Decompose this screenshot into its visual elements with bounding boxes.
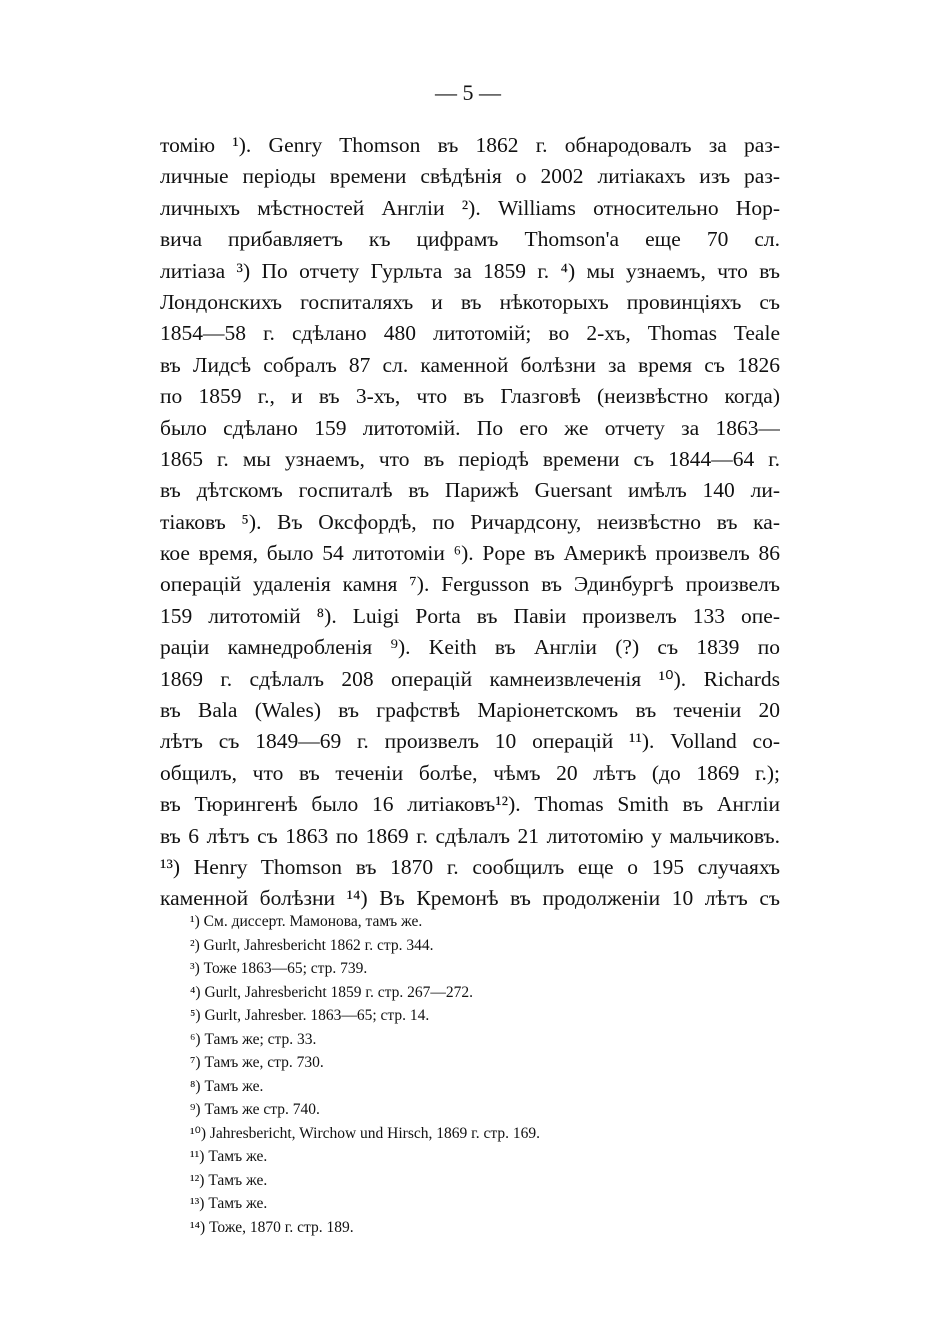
footnote: ³) Тоже 1863—65; стр. 739. [190,960,368,977]
body-line: личныхъ мѣстностей Англіи ²). Williams относительно Нор- [160,195,780,220]
body-line: ¹³) Henry Thomson въ 1870 г. сообщилъ еще о 195 случаяхъ [160,854,780,879]
footnote: ⁹) Тамъ же стр. 740. [190,1101,320,1118]
body-line: личные періоды времени свѣдѣнія о 2002 литіакахъ изъ раз- [160,164,780,189]
body-line: по 1859 г., и въ 3-хъ, что въ Глазговѣ (неизвѣстно когда) [160,384,780,409]
footnotes [190,910,750,1239]
body-line: каменной болѣзни ¹⁴) Въ Кремонѣ въ продолженіи 10 лѣтъ съ [160,886,780,911]
body-line: операцій удаленія камня ⁷). Fergusson въ Эдинбургѣ произвелъ [160,572,780,597]
footnote: ⁷) Тамъ же, стр. 730. [190,1054,324,1071]
footnote: ⁸) Тамъ же. [190,1077,264,1095]
footnote: ¹⁰) Jahresbericht, Wirchow und Hirsch, 1869 г. стр. 169. [190,1124,540,1142]
footnote: ¹²) Тамъ же. [190,1171,268,1189]
body-line: Лондонскихъ госпиталяхъ и въ нѣкоторыхъ провинціяхъ съ [160,289,780,314]
body-line: тіаковъ ⁵). Въ Оксфордѣ, по Ричардсону, неизвѣстно въ ка- [160,509,780,534]
body-line: кое время, было 54 литотоміи ⁶). Pope въ Америкѣ произвелъ 86 [160,541,780,566]
body-line: въ Лидсѣ собралъ 87 сл. каменной болѣзни за время съ 1826 [160,352,780,377]
body-line: раціи камнедробленія ⁹). Keith въ Англіи (?) съ 1839 по [160,635,780,660]
body-line: 1865 г. мы узнаемъ, что въ періодѣ времени съ 1844—64 г. [160,446,780,471]
footnote: ⁶) Тамъ же; стр. 33. [190,1030,317,1048]
body-text [160,130,780,915]
body-line: литіаза ³) По отчету Гурльта за 1859 г. ⁴) мы узнаемъ, что въ [160,258,780,283]
footnote: ⁴) Gurlt, Jahresbericht 1859 г. стр. 267—272. [190,983,474,1001]
body-line: лѣтъ съ 1849—69 г. произвелъ 10 операцій ¹¹). Volland со- [160,729,780,754]
body-line: 1854—58 г. сдѣлано 480 литотомій; во 2-хъ, Thomas Teale [160,321,780,346]
body-line: вича прибавляетъ къ цифрамъ Thomson'а еще 70 сл. [160,227,780,252]
body-line: въ 6 лѣтъ съ 1863 по 1869 г. сдѣлалъ 21 литотомію у мальчиковъ. [160,823,780,848]
footnote: ⁵) Gurlt, Jahresber. 1863—65; стр. 14. [190,1007,430,1024]
body-line: въ дѣтскомъ госпиталѣ въ Парижѣ Guersant имѣлъ 140 ли- [160,478,780,503]
footnote: ²) Gurlt, Jahresbericht 1862 г. стр. 344. [190,936,434,954]
footnote: ¹¹) Тамъ же. [190,1148,268,1165]
footnote: ¹) См. диссерт. Мамонова, тамъ же. [190,913,423,930]
body-line: общилъ, что въ теченіи болѣе, чѣмъ 20 лѣтъ (до 1869 г.); [160,760,780,785]
page-number: — 5 — [435,80,501,105]
body-line: въ Bala (Wales) въ графствѣ Маріонетскомъ въ теченіи 20 [160,698,780,723]
body-line: въ Тюрингенѣ было 16 литіаковъ¹²). Thomas Smith въ Англіи [160,792,780,817]
body-line: томію ¹). Genry Thomson въ 1862 г. обнародовалъ за раз- [160,133,780,157]
body-line: было сдѣлано 159 литотомій. По его же отчету за 1863— [160,415,780,440]
body-line: 1869 г. сдѣлалъ 208 операцій камнеизвлеченія ¹⁰). Richards [160,666,780,691]
body-line: 159 литотомій ⁸). Luigi Porta въ Павіи произвелъ 133 опе- [160,603,780,628]
footnote: ¹⁴) Тоже, 1870 г. стр. 189. [190,1218,354,1236]
footnote: ¹³) Тамъ же. [190,1195,268,1212]
